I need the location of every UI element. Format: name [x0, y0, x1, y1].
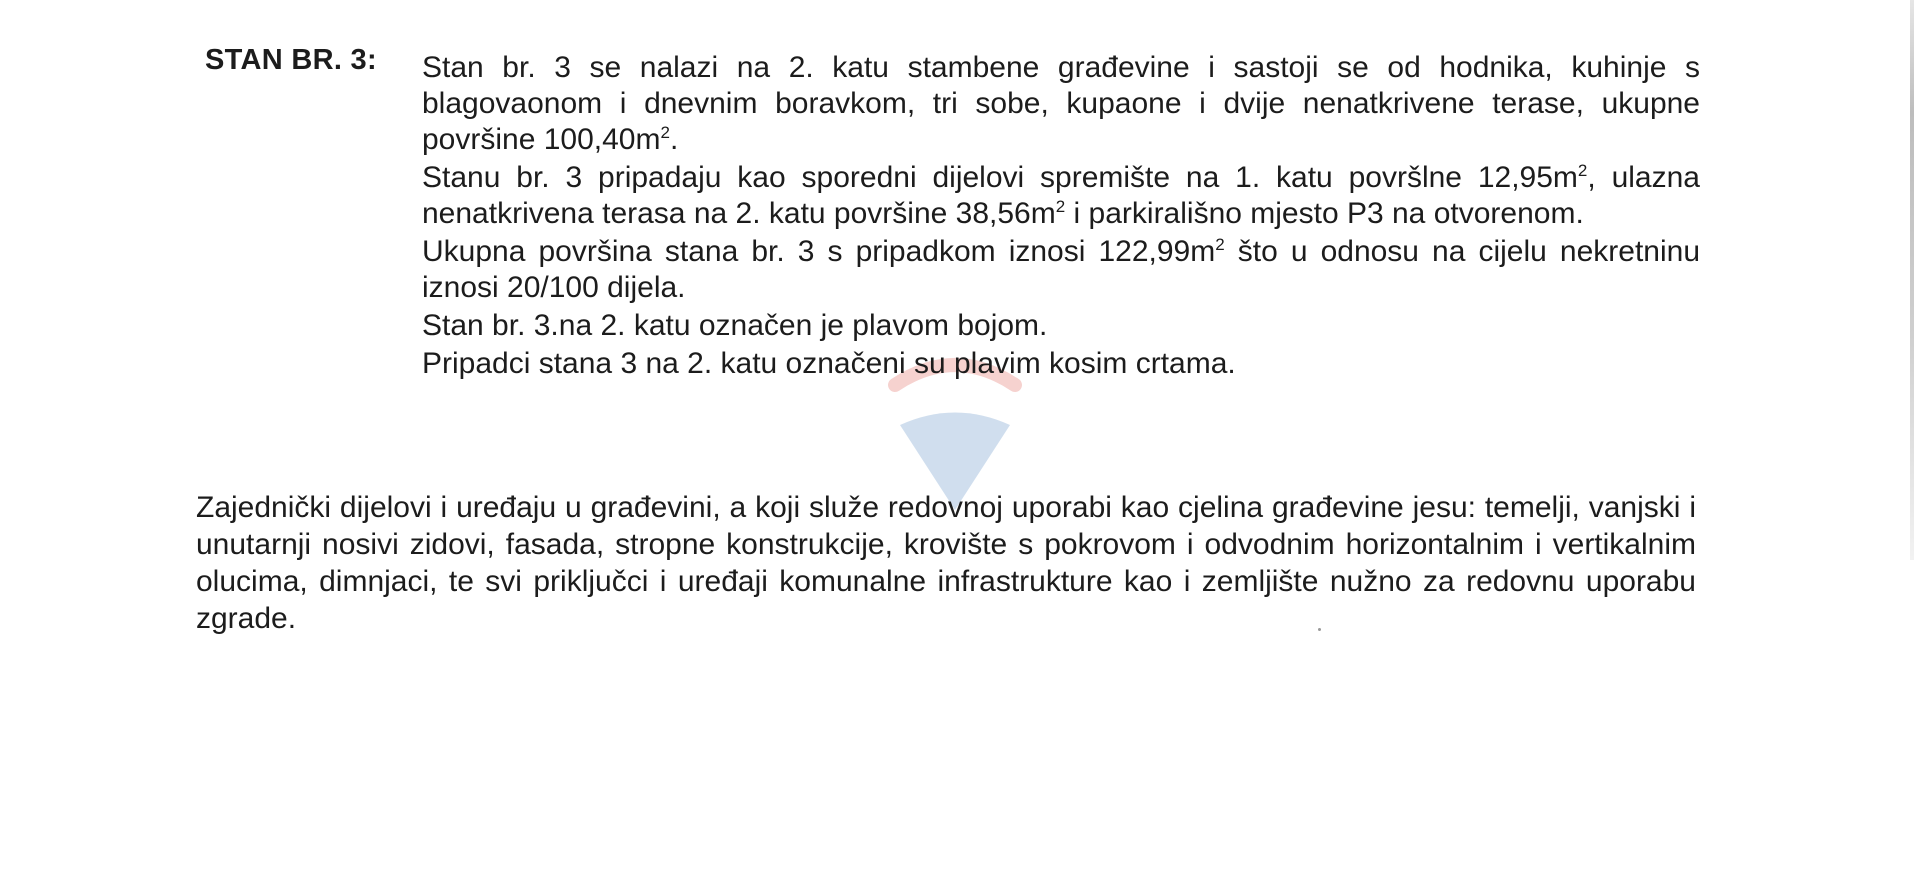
superscript: 2	[660, 123, 670, 142]
apartment-p2-a: Stanu br. 3 pripadaju kao sporedni dijelovi spremište na 1. katu površlne 12,95m	[422, 161, 1578, 194]
superscript: 2	[1577, 161, 1588, 180]
superscript: 2	[1055, 197, 1066, 216]
apartment-p1-end: .	[669, 123, 679, 156]
superscript: 2	[1215, 235, 1225, 254]
apartment-paragraph-1	[422, 50, 1700, 158]
apartment-paragraph-4: Stan br. 3.na 2. katu označen je plavom bojom.	[422, 309, 1048, 342]
apartment-p2-c: i parkirališno mjesto P3 na otvorenom.	[1065, 197, 1584, 230]
common-parts-paragraph: Zajednički dijelovi i uređaju u građevini, a koji služe redovnoj uporabi kao cjelina građevine jesu: temelji, vanjski i unutarnji nosivi zidovi, fasada, stropne konstrukcije, krovište s pokrovom i odvodnim horizontalnim i vertikalnim olucima, dimnjaci, te svi priključci i uređaji komunalne infrastrukture kao i zemljište nužno za redovnu uporabu zgrade.	[196, 491, 1696, 635]
apartment-p2-b: , ulazna nenatkrivena terasa na 2. katu površine 38,56m	[422, 161, 1700, 230]
apartment-paragraph-3	[422, 234, 1700, 306]
scan-speck	[1318, 628, 1321, 631]
apartment-paragraph-5: Pripadci stana 3 na 2. katu označeni su plavim kosim crtama.	[422, 347, 1236, 380]
common-parts-section	[196, 489, 1696, 637]
apartment-p3-b: što u odnosu na cijelu nekretninu iznosi 20/100 dijela.	[422, 235, 1701, 304]
apartment-paragraph-2	[422, 160, 1700, 232]
apartment-label: STAN BR. 3:	[205, 44, 377, 76]
apartment-p1-text: Stan br. 3 se nalazi na 2. katu stambene građevine i sastoji se od hodnika, kuhinje s blagovaonom i dnevnim boravkom, tri sobe, kupaone i dvije nenatkrivene terase, ukupne površine 100,40m	[422, 51, 1700, 156]
scan-edge-shadow	[1910, 0, 1914, 560]
apartment-p3-a: Ukupna površina stana br. 3 s pripadkom iznosi 122,99m	[422, 235, 1216, 268]
apartment-description	[422, 50, 1700, 384]
